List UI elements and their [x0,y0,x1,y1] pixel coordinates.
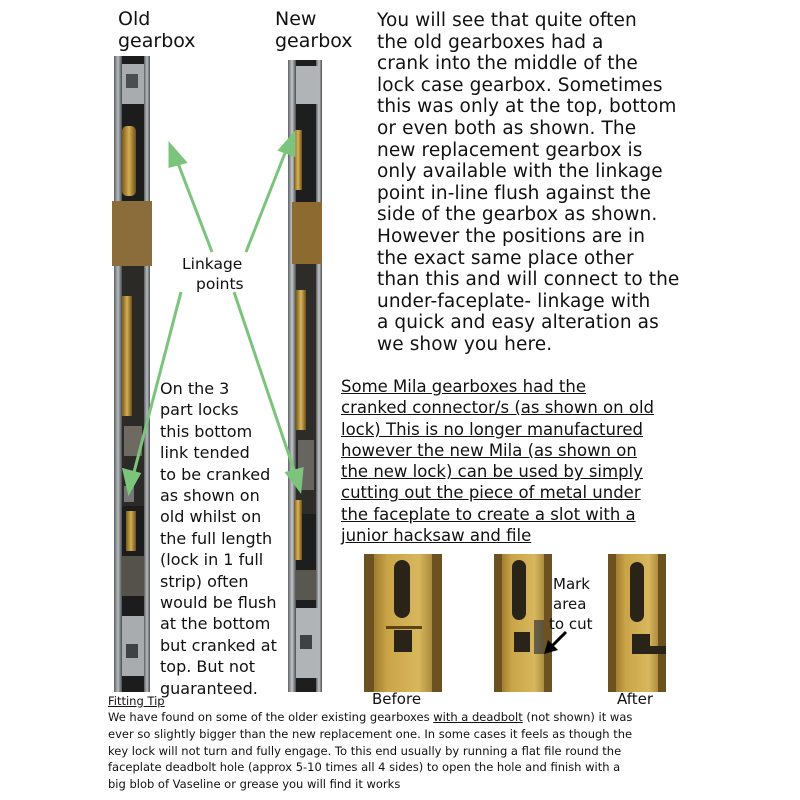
main-line: However the positions are in [377,225,646,247]
fitting-tip-body [108,709,798,793]
fitting-tip-title: Fitting Tip [108,694,165,708]
side-line: guaranteed. [160,678,258,698]
main-paragraph [377,10,797,356]
main-line: only available with the linkage [377,161,663,183]
mila-note [341,376,799,546]
main-line: than this and will connect to the [377,269,680,291]
fitting-tip-line: faceplate deadbolt hole (approx 5-10 times all 4 sides) to open the hole and finish with a [108,760,621,775]
main-line: this was only at the top, bottom [377,96,677,118]
side-line: to be cranked [160,464,271,484]
side-line: as shown on [160,486,260,506]
side-line: top. But not [160,657,256,677]
old-gearbox-label-line1: Old [118,8,151,30]
side-line: link tended [160,443,250,463]
side-note [160,378,295,699]
main-line: or even both as shown. The [377,117,637,139]
fitting-tip-line: ever so slightly bigger than the new replacement one. In some cases it feels as though the [108,726,633,741]
after-photo [608,554,666,692]
side-line: at the bottom [160,614,271,634]
linkage-points-label [182,254,244,294]
new-gearbox-label [275,8,353,52]
side-line: this bottom [160,421,253,441]
main-line: lock case gearbox. Sometimes [377,74,663,96]
side-line: would be flush [160,593,277,613]
mark-area-arrow-icon [540,630,570,658]
mila-line: Some Mila gearboxes had the [341,377,586,396]
old-gearbox-label-line2: gearbox [118,30,196,52]
main-line: new replacement gearbox is [377,139,643,161]
mila-line: the new lock) can be used by simply [341,462,643,482]
main-line: side of the gearbox as shown. [377,204,658,226]
fitting-tip-line1 [108,709,798,726]
mila-line: cranked connector/s (as shown on old [341,398,655,418]
mark-area-line3: to cut [549,615,593,633]
fitting-tip-line: key lock will not turn and fully engage. To this end usually by running a flat file round the [108,743,622,758]
before-caption: Before [372,690,422,708]
fitting-tip-deadbolt: with a deadbolt [433,710,523,724]
main-line: we show you here. [377,333,553,355]
mark-area-photo [494,554,552,692]
fitting-tip-line1-pre: We have found on some of the older existing gearboxes [108,710,434,724]
side-line: old whilst on [160,507,262,527]
main-line: under-faceplate- linkage with [377,290,651,312]
main-line: the old gearboxes had a [377,31,604,53]
main-line: a quick and easy alteration as [377,312,659,334]
side-line: but cranked at [160,635,277,655]
main-line: You will see that quite often [377,10,637,31]
new-gearbox-label-line1: New [275,8,317,30]
main-line: the exact same place other [377,247,634,269]
after-caption: After [617,690,654,708]
before-photo [364,554,442,692]
mila-line: however the new Mila (as shown on [341,440,637,460]
mila-line: cutting out the piece of metal under [341,483,641,503]
mark-area-label [549,574,593,634]
new-gearbox-label-line2: gearbox [275,30,353,52]
main-line: point in-line flush against the [377,182,652,204]
mila-line: lock) This is no longer manufactured [341,419,644,439]
mark-area-line1: Mark [553,575,590,593]
side-line: (lock in 1 full [160,550,264,570]
mila-line: junior hacksaw and file [341,526,532,546]
old-gearbox-label [118,8,196,52]
linkage-points-line2: points [196,275,244,293]
linkage-points-line1: Linkage [182,255,243,273]
side-line: strip) often [160,571,249,591]
side-line: the full length [160,528,273,548]
fitting-tip-line1-post: (not shown) it was [522,710,633,724]
mila-line: the faceplate to create a slot with a [341,504,636,524]
main-line: crank into the middle of the [377,53,638,75]
side-line: On the 3 [160,379,230,398]
mark-area-line2: area [553,595,587,613]
fitting-tip-line: big blob of Vaseline or grease you will find it works [108,777,401,792]
side-line: part locks [160,400,239,420]
